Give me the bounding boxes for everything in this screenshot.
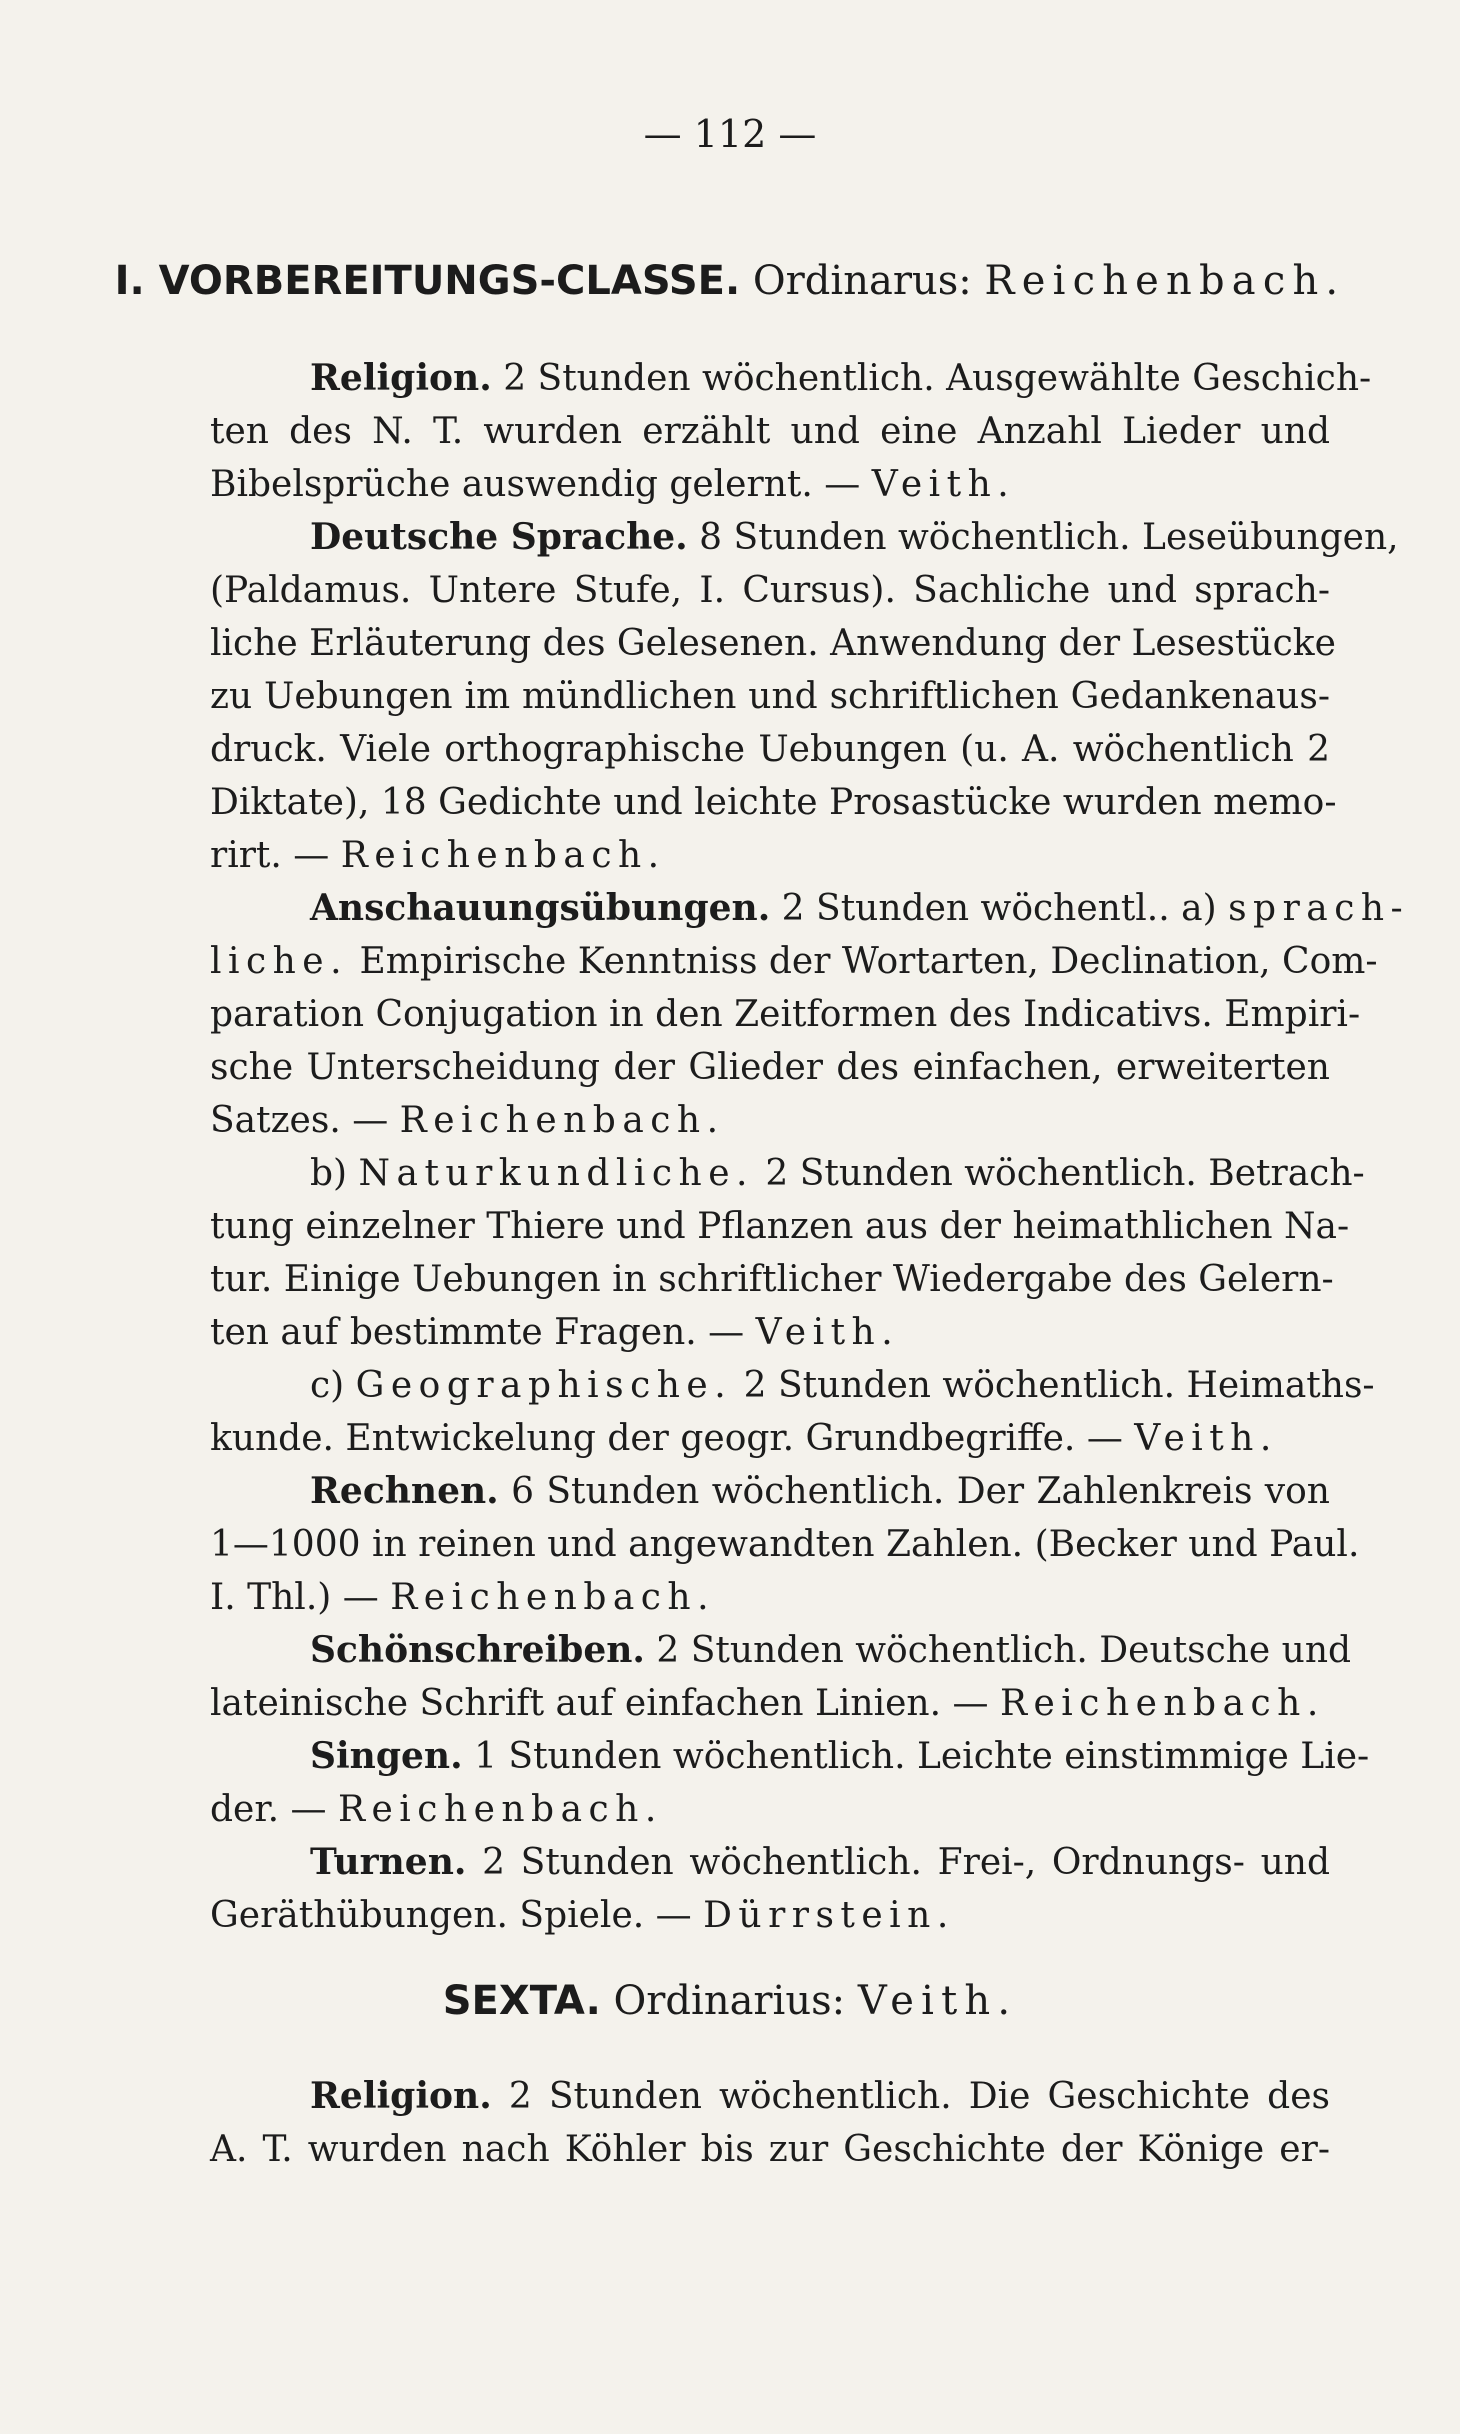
text-line: A. T. wurden nach Köhler bis zur Geschichte der Könige er- [210,2129,1330,2170]
text-line: tung einzelner Thiere und Pflanzen aus der heimathlichen Na- [210,1206,1350,1247]
text-line: liche Erläuterung des Gelesenen. Anwendung der Lesestücke [210,623,1336,664]
text-line: Deutsche Sprache. 8 Stunden wöchentlich. Leseübungen, [310,516,1399,558]
text-line: kunde. Entwickelung der geogr. Grundbegriffe. — Veith. [210,1418,1278,1459]
ordinarius-label: Ordinarius: [613,1978,846,2024]
text-line: 1—1000 in reinen und angewandten Zahlen. (Becker und Paul. [210,1524,1360,1565]
text-line: Diktate), 18 Gedichte und leichte Prosastücke wurden memo- [210,782,1337,823]
text-line: Turnen. 2 Stunden wöchentlich. Frei-, Ordnungs- und [310,1841,1330,1883]
text-line: Satzes. — Reichenbach. [210,1100,725,1141]
text-line: Schönschreiben. 2 Stunden wöchentlich. Deutsche und [310,1629,1352,1671]
ordinarius-name: Veith. [857,1978,1018,2024]
text-line: Religion. 2 Stunden wöchentlich. Die Geschichte des [310,2075,1330,2117]
section-heading-sexta [0,1978,1460,2024]
text-line: b) Naturkundliche. 2 Stunden wöchentlich. Betrach- [310,1153,1365,1194]
page-number: — 112 — [643,112,817,156]
text-line: druck. Viele orthographische Uebungen (u. A. wöchentlich 2 [210,729,1330,770]
text-line: tur. Einige Uebungen in schriftlicher Wiedergabe des Gelern- [210,1259,1334,1300]
text-line: Singen. 1 Stunden wöchentlich. Leichte einstimmige Lie- [310,1735,1370,1777]
section-title: SEXTA. [442,1978,601,2024]
ordinarius-label: Ordinarus: [752,258,972,304]
text-line: Rechnen. 6 Stunden wöchentlich. Der Zahlenkreis von [310,1470,1330,1512]
text-line: zu Uebungen im mündlichen und schriftlichen Gedankenaus- [210,676,1330,717]
text-line: lateinische Schrift auf einfachen Linien. — Reichenbach. [210,1683,1325,1724]
text-line: der. — Reichenbach. [210,1789,663,1830]
section-title: I. VORBEREITUNGS-CLASSE. [114,258,741,304]
section-body-vorbereitungs-classe [210,352,1410,1942]
text-line: Geräthübungen. Spiele. — Dürrstein. [210,1895,955,1936]
text-line: sche Unterscheidung der Glieder des einfachen, erweiterten [210,1047,1330,1088]
text-line: ten auf bestimmte Fragen. — Veith. [210,1312,900,1353]
text-line: Anschauungsübungen. 2 Stunden wöchentl.. a) sprach- [310,887,1410,929]
ordinarius-name: Reichenbach. [984,258,1346,304]
text-line: (Paldamus. Untere Stufe, I. Cursus). Sachliche und sprach- [210,570,1330,611]
text-line: Bibelsprüche auswendig gelernt. — Veith. [210,464,1016,505]
text-line: I. Thl.) — Reichenbach. [210,1577,716,1618]
section-body-sexta [210,2070,1330,2176]
text-line: ten des N. T. wurden erzählt und eine Anzahl Lieder und [210,411,1330,452]
text-line: Religion. 2 Stunden wöchentlich. Ausgewählte Geschich- [310,357,1372,399]
section-heading-vorbereitungs-classe [0,258,1460,304]
text-line: c) Geographische. 2 Stunden wöchentlich. Heimaths- [310,1365,1375,1406]
text-line: rirt. — Reichenbach. [210,835,666,876]
text-line: paration Conjugation in den Zeitformen des Indicativs. Empiri- [210,994,1361,1035]
text-line: liche. Empirische Kenntniss der Wortarten, Declination, Com- [210,941,1378,982]
